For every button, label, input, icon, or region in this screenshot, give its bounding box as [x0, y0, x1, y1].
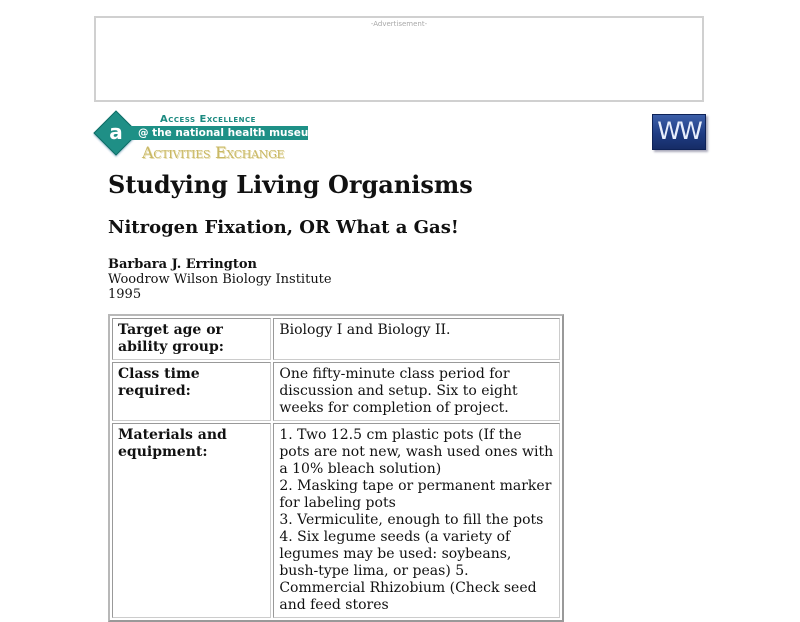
- material-item: 4. Six legume seeds (a variety of legumes may be used: soybeans, bush-type lima, or peas) 5. Commercial Rhizobium (Check seed and feed stores: [279, 529, 537, 613]
- access-excellence-logo[interactable]: [98, 113, 320, 165]
- table-row: [112, 423, 560, 618]
- material-item: 1. Two 12.5 cm plastic pots (If the pots are not new, wash used ones with a 10% bleach solution): [279, 427, 554, 477]
- table-row: [112, 362, 560, 421]
- logo-bar-text: @ the national health museum: [138, 127, 320, 139]
- logo-activities-exchange: Activities Exchange: [142, 143, 285, 162]
- row-label: Class time required:: [112, 362, 271, 421]
- material-item: 3. Vermiculite, enough to fill the pots: [279, 512, 544, 528]
- material-item: 2. Masking tape or permanent marker for labeling pots: [279, 478, 552, 511]
- advertisement-banner[interactable]: [94, 16, 704, 102]
- row-value: One fifty-minute class period for discussion and setup. Six to eight weeks for completion of project.: [273, 362, 560, 421]
- logo-top-text: Access Excellence: [160, 114, 256, 125]
- page-subtitle: Nitrogen Fixation, OR What a Gas!: [108, 217, 459, 238]
- author-year: 1995: [108, 287, 142, 302]
- page-title: Studying Living Organisms: [108, 170, 473, 199]
- author-institute: Woodrow Wilson Biology Institute: [108, 272, 332, 287]
- row-value-materials: [273, 423, 560, 618]
- author-name: Barbara J. Errington: [108, 257, 257, 272]
- ww-logo[interactable]: [652, 114, 706, 150]
- table-row: [112, 318, 560, 360]
- ww-icon: WW: [657, 117, 701, 145]
- row-value: Biology I and Biology II.: [273, 318, 560, 360]
- activity-info-table: [108, 314, 564, 622]
- row-label: Materials and equipment:: [112, 423, 271, 618]
- advertisement-label: -Advertisement-: [370, 20, 428, 28]
- author-block: [108, 257, 332, 302]
- ae-glyph-icon: a: [109, 120, 123, 144]
- row-label: Target age or ability group:: [112, 318, 271, 360]
